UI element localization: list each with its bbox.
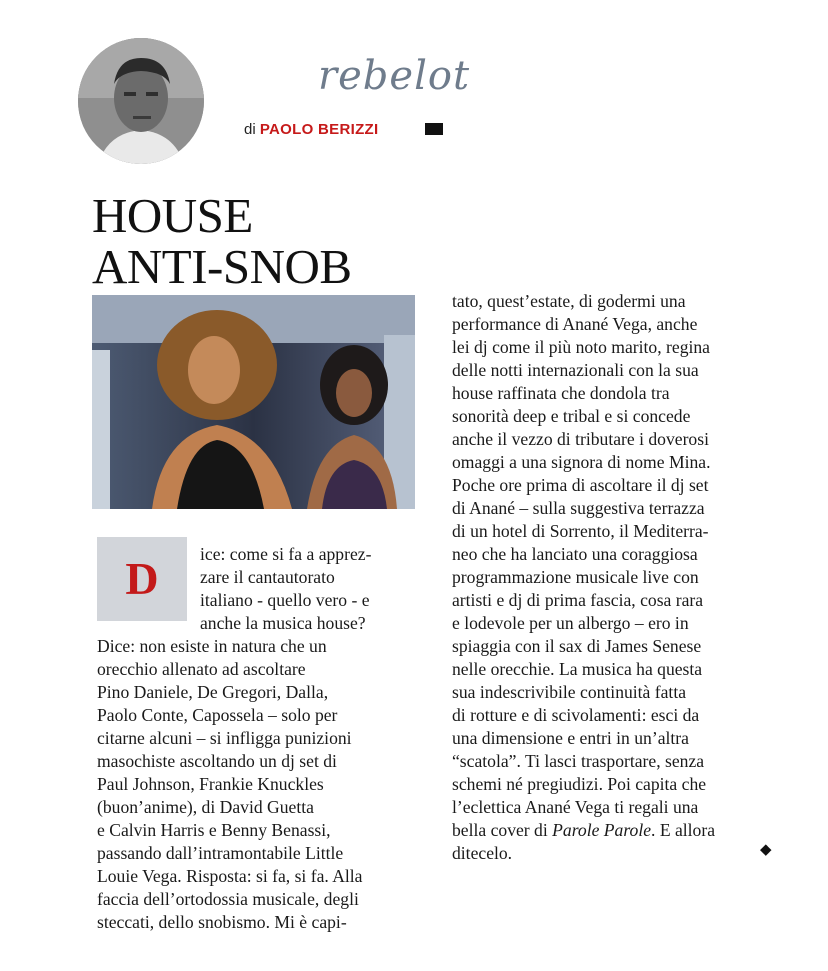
text-line: “scatola”. Ti lasci trasportare, senza	[452, 751, 705, 771]
text-line: Dice: non esiste in natura che un	[97, 636, 327, 656]
drop-cap: D	[125, 553, 159, 604]
text-line: ice: come si fa a apprez-	[200, 544, 372, 564]
text-line: sua indescrivibile continuità fatta	[452, 682, 687, 702]
text-line: di un hotel di Sorrento, il Mediterra-	[452, 521, 709, 541]
text-line: citarne alcuni – si infligga punizioni	[97, 728, 352, 748]
drop-cap-box	[97, 537, 187, 621]
text-line: (buon’anime), di David Guetta	[97, 797, 314, 817]
text-line: tato, quest’estate, di godermi una	[452, 291, 686, 311]
byline-square-mark	[425, 123, 443, 135]
headline	[92, 190, 352, 292]
text-line-with-italic	[452, 819, 715, 841]
text-segment: bella cover di	[452, 820, 548, 840]
text-line: steccati, dello snobismo. Mi è capi-	[97, 912, 347, 932]
end-mark-icon: ◆	[760, 840, 772, 858]
text-line: performance di Anané Vega, anche	[452, 314, 698, 334]
song-title: Parole Parole	[552, 820, 652, 840]
text-line: e Calvin Harris e Benny Benassi,	[97, 820, 331, 840]
article-photo	[92, 295, 415, 509]
text-line: Pino Daniele, De Gregori, Dalla,	[97, 682, 329, 702]
text-line: passando dall’intramontabile Little	[97, 843, 344, 863]
author-photo	[78, 38, 204, 164]
text-line: masochiste ascoltando un dj set di	[97, 751, 337, 771]
text-line: programmazione musicale live con	[452, 567, 699, 587]
text-line: Louie Vega. Risposta: si fa, si fa. Alla	[97, 866, 363, 886]
text-line: ditecelo.	[452, 843, 513, 863]
text-line: omaggi a una signora di nome Mina.	[452, 452, 711, 472]
headline-line: ANTI-SNOB	[92, 239, 352, 294]
text-line: anche la musica house?	[200, 613, 366, 633]
text-line: faccia dell’ortodossia musicale, degli	[97, 889, 359, 909]
text-line: house raffinata che dondola tra	[452, 383, 670, 403]
text-line: orecchio allenato ad ascoltare	[97, 659, 306, 679]
text-line: Poche ore prima di ascoltare il dj set	[452, 475, 709, 495]
text-line: Paolo Conte, Capossela – solo per	[97, 705, 338, 725]
text-line: di Anané – sulla suggestiva terrazza	[452, 498, 705, 518]
text-line: anche il vezzo di tributare i doverosi	[452, 429, 709, 449]
text-line: Paul Johnson, Frankie Knuckles	[97, 774, 324, 794]
text-segment: . E allora	[651, 820, 716, 840]
text-line: una dimensione e entri in un’altra	[452, 728, 689, 748]
headline-line: HOUSE	[92, 188, 253, 243]
text-line: zare il cantautorato	[200, 567, 335, 587]
text-line: delle notti internazionali con la sua	[452, 360, 699, 380]
byline-prefix: di	[244, 121, 256, 138]
text-line: lei dj come il più noto marito, regina	[452, 337, 710, 357]
author-name: PAOLO BERIZZI	[259, 121, 379, 138]
text-line: artisti e dj di prima fascia, cosa rara	[452, 590, 704, 610]
text-line: schemi né pregiudizi. Poi capita che	[452, 774, 707, 794]
text-line: neo che ha lanciato una coraggiosa	[452, 544, 698, 564]
text-line: sonorità deep e tribal e si concede	[452, 406, 691, 426]
text-line: italiano - quello vero - e	[200, 590, 370, 610]
text-line: e lodevole per un albergo – ero in	[452, 613, 689, 633]
text-line: spiaggia con il sax di James Senese	[452, 636, 702, 656]
text-line: nelle orecchie. La musica ha questa	[452, 659, 703, 679]
column-name: rebelot	[318, 53, 471, 99]
text-line: l’eclettica Anané Vega ti regali una	[452, 797, 699, 817]
byline	[244, 121, 378, 139]
text-line: di rotture e di scivolamenti: esci da	[452, 705, 700, 725]
